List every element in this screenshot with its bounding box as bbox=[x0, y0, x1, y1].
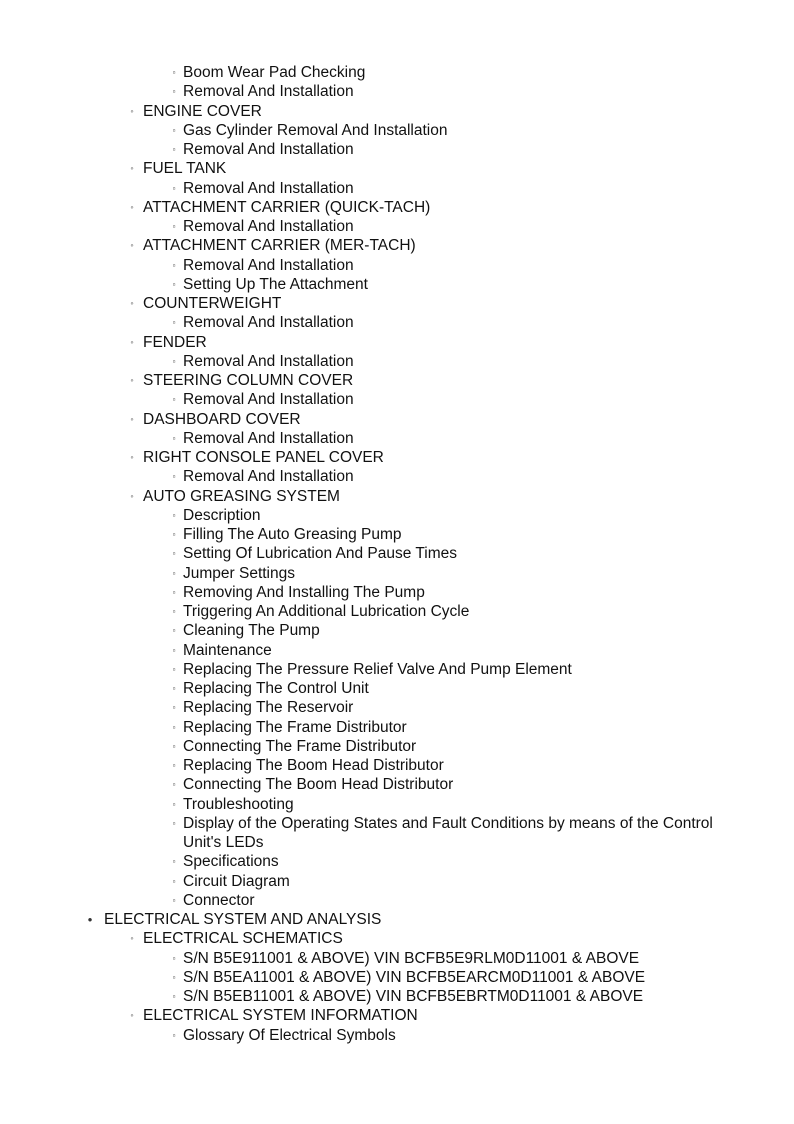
toc-entry-label: Setting Of Lubrication And Pause Times bbox=[183, 545, 457, 563]
toc-entry-label: Removal And Installation bbox=[183, 468, 354, 486]
toc-entry-level-2[interactable] bbox=[0, 1006, 794, 1025]
bullet-icon: ▫ bbox=[172, 857, 176, 867]
toc-entry-label: Removal And Installation bbox=[183, 256, 354, 274]
bullet-icon: ◦ bbox=[130, 240, 134, 251]
toc-entry-level-3[interactable] bbox=[0, 583, 794, 602]
toc-entry-level-3[interactable] bbox=[0, 621, 794, 640]
bullet-icon: ◦ bbox=[130, 298, 134, 308]
toc-entry-label: FENDER bbox=[143, 333, 207, 351]
bullet-icon: ▫ bbox=[172, 395, 176, 405]
toc-entry-label: Description bbox=[183, 506, 261, 524]
toc-entry-label: COUNTERWEIGHT bbox=[143, 295, 282, 312]
bullet-icon: ▫ bbox=[172, 125, 176, 135]
bullet-icon: ▫ bbox=[172, 587, 176, 597]
toc-entry-label: ELECTRICAL SCHEMATICS bbox=[143, 930, 343, 948]
toc-entry-level-2[interactable] bbox=[0, 448, 794, 467]
toc-entry-level-3[interactable] bbox=[0, 121, 794, 140]
toc-entry-level-2[interactable] bbox=[0, 236, 794, 255]
toc-entry-label: Maintenance bbox=[183, 641, 272, 659]
toc-entry-label: Circuit Diagram bbox=[183, 872, 290, 890]
toc-entry-label: Jumper Settings bbox=[183, 564, 295, 582]
bullet-icon: ▫ bbox=[172, 992, 176, 1001]
toc-entry-level-2[interactable] bbox=[0, 294, 794, 313]
toc-entry-level-3[interactable] bbox=[0, 756, 794, 775]
toc-entry-label: Gas Cylinder Removal And Installation bbox=[183, 121, 448, 139]
toc-entry-label: Replacing The Pressure Relief Valve And Pump Element bbox=[183, 660, 572, 678]
bullet-icon: ▫ bbox=[172, 703, 176, 713]
table-of-contents bbox=[0, 63, 794, 1045]
toc-entry-label: FUEL TANK bbox=[143, 160, 227, 178]
toc-entry-label: S/N B5E911001 & ABOVE) VIN BCFB5E9RLM0D11001 & ABOVE bbox=[183, 949, 640, 967]
toc-entry-level-3[interactable] bbox=[0, 313, 794, 332]
toc-entry-level-3[interactable] bbox=[0, 140, 794, 159]
bullet-icon: ▫ bbox=[172, 684, 176, 693]
toc-entry-label: Removal And Installation bbox=[183, 83, 354, 101]
toc-entry-level-3[interactable] bbox=[0, 737, 794, 756]
bullet-icon: ▫ bbox=[172, 761, 176, 770]
toc-entry-label: Connecting The Frame Distributor bbox=[183, 737, 417, 755]
toc-entry-label: Removal And Installation bbox=[183, 179, 354, 197]
toc-entry-label: Connecting The Boom Head Distributor bbox=[183, 776, 454, 794]
toc-entry-level-3[interactable] bbox=[0, 968, 794, 987]
bullet-icon: ▫ bbox=[172, 895, 176, 905]
toc-entry-level-3[interactable] bbox=[0, 564, 794, 583]
toc-entry-level-3[interactable] bbox=[0, 275, 794, 294]
toc-entry-label: Specifications bbox=[183, 853, 279, 871]
bullet-icon: ▫ bbox=[172, 68, 176, 77]
toc-entry-level-3[interactable] bbox=[0, 660, 794, 679]
toc-entry-label: Removal And Installation bbox=[183, 141, 354, 158]
toc-entry-level-3[interactable] bbox=[0, 544, 794, 563]
toc-entry-label: RIGHT CONSOLE PANEL COVER bbox=[143, 449, 384, 466]
toc-entry-level-2[interactable] bbox=[0, 159, 794, 178]
toc-entry-level-2[interactable] bbox=[0, 487, 794, 506]
toc-entry-label: S/N B5EB11001 & ABOVE) VIN BCFB5EBRTM0D11001 & ABOVE bbox=[183, 988, 644, 1005]
toc-entry-level-3[interactable] bbox=[0, 429, 794, 448]
toc-entry-level-3[interactable] bbox=[0, 63, 794, 82]
toc-entry-label: Triggering An Additional Lubrication Cycle bbox=[183, 603, 470, 620]
toc-entry-level-2[interactable] bbox=[0, 198, 794, 217]
toc-entry-level-1[interactable] bbox=[0, 910, 794, 929]
bullet-icon: ▫ bbox=[172, 183, 176, 193]
toc-entry-label: Filling The Auto Greasing Pump bbox=[183, 526, 402, 543]
bullet-icon: ▫ bbox=[172, 87, 176, 97]
toc-entry-label: AUTO GREASING SYSTEM bbox=[143, 487, 340, 505]
toc-entry-label: Replacing The Reservoir bbox=[183, 699, 354, 717]
toc-entry-level-3[interactable] bbox=[0, 987, 794, 1006]
toc-entry-level-2[interactable] bbox=[0, 333, 794, 352]
toc-entry-level-3[interactable] bbox=[0, 82, 794, 101]
toc-entry-level-3[interactable] bbox=[0, 872, 794, 891]
bullet-icon: ▫ bbox=[172, 876, 176, 886]
toc-entry-level-2[interactable] bbox=[0, 410, 794, 429]
bullet-icon: ▫ bbox=[172, 722, 176, 732]
bullet-icon: ▫ bbox=[172, 741, 176, 751]
toc-entry-label: Display of the Operating States and Fault Conditions by means of the Control Unit's LEDs bbox=[183, 814, 713, 851]
toc-entry-label: Boom Wear Pad Checking bbox=[183, 64, 366, 81]
bullet-icon: ▫ bbox=[172, 1030, 176, 1040]
toc-entry-level-3[interactable] bbox=[0, 256, 794, 275]
toc-entry-level-3[interactable] bbox=[0, 814, 794, 853]
toc-entry-level-3[interactable] bbox=[0, 1026, 794, 1045]
bullet-icon: ◦ bbox=[130, 201, 134, 212]
toc-entry-label: Removal And Installation bbox=[183, 218, 354, 235]
toc-entry-label: Replacing The Control Unit bbox=[183, 680, 369, 697]
toc-entry-label: Setting Up The Attachment bbox=[183, 275, 368, 293]
toc-entry-level-3[interactable] bbox=[0, 467, 794, 486]
bullet-icon: ◦ bbox=[130, 1010, 134, 1021]
bullet-icon: ▫ bbox=[172, 530, 176, 539]
bullet-icon: ▫ bbox=[172, 279, 176, 289]
bullet-icon: ▫ bbox=[172, 145, 176, 154]
bullet-icon: ▫ bbox=[172, 626, 176, 636]
bullet-icon: ▫ bbox=[172, 318, 176, 328]
bullet-icon: ▫ bbox=[172, 433, 176, 443]
bullet-icon: ◦ bbox=[130, 105, 134, 116]
toc-entry-level-3[interactable] bbox=[0, 641, 794, 660]
toc-entry-label: ATTACHMENT CARRIER (MER-TACH) bbox=[143, 237, 416, 255]
toc-entry-level-3[interactable] bbox=[0, 679, 794, 698]
bullet-icon: ▫ bbox=[172, 472, 176, 482]
toc-entry-level-2[interactable] bbox=[0, 102, 794, 121]
toc-entry-label: Connector bbox=[183, 891, 255, 909]
toc-entry-level-3[interactable] bbox=[0, 525, 794, 544]
bullet-icon: ◦ bbox=[130, 336, 134, 347]
bullet-icon: ◦ bbox=[130, 490, 134, 501]
bullet-icon: ◦ bbox=[130, 933, 134, 944]
toc-entry-label: ELECTRICAL SYSTEM INFORMATION bbox=[143, 1007, 418, 1025]
bullet-icon: ▫ bbox=[172, 549, 176, 559]
bullet-icon: ▫ bbox=[172, 568, 176, 578]
toc-entry-level-3[interactable] bbox=[0, 949, 794, 968]
bullet-icon: ▫ bbox=[172, 607, 176, 616]
bullet-icon: ▫ bbox=[172, 645, 176, 655]
bullet-icon: ▫ bbox=[172, 799, 176, 809]
toc-entry-label: ENGINE COVER bbox=[143, 102, 262, 120]
toc-entry-level-3[interactable] bbox=[0, 352, 794, 371]
bullet-icon: ▫ bbox=[172, 818, 176, 828]
toc-entry-label: Removal And Installation bbox=[183, 391, 354, 409]
bullet-icon: ◦ bbox=[130, 413, 134, 424]
toc-entry-level-3[interactable] bbox=[0, 852, 794, 871]
toc-entry-label: Glossary Of Electrical Symbols bbox=[183, 1026, 396, 1044]
toc-entry-level-3[interactable] bbox=[0, 795, 794, 814]
toc-entry-label: Replacing The Boom Head Distributor bbox=[183, 757, 444, 774]
toc-entry-label: Cleaning The Pump bbox=[183, 622, 320, 640]
toc-entry-level-3[interactable] bbox=[0, 698, 794, 717]
bullet-icon: ▫ bbox=[172, 972, 176, 982]
toc-entry-label: DASHBOARD COVER bbox=[143, 410, 301, 428]
toc-entry-label: S/N B5EA11001 & ABOVE) VIN BCFB5EARCM0D11001 & ABOVE bbox=[183, 968, 646, 986]
toc-entry-label: Removal And Installation bbox=[183, 352, 354, 370]
toc-entry-label: Replacing The Frame Distributor bbox=[183, 718, 407, 736]
bullet-icon: ▫ bbox=[172, 510, 176, 520]
toc-entry-level-3[interactable] bbox=[0, 217, 794, 236]
toc-entry-level-3[interactable] bbox=[0, 506, 794, 525]
toc-entry-level-3[interactable] bbox=[0, 891, 794, 910]
bullet-icon: ◦ bbox=[130, 375, 134, 385]
toc-entry-label: Removal And Installation bbox=[183, 314, 354, 332]
bullet-icon: ◦ bbox=[130, 452, 134, 462]
toc-entry-level-3[interactable] bbox=[0, 602, 794, 621]
toc-entry-level-2[interactable] bbox=[0, 371, 794, 390]
bullet-icon: ▫ bbox=[172, 356, 176, 366]
bullet-icon: ▫ bbox=[172, 953, 176, 963]
bullet-icon: ▫ bbox=[172, 664, 176, 674]
bullet-icon: ▫ bbox=[172, 780, 176, 790]
toc-entry-label: ATTACHMENT CARRIER (QUICK-TACH) bbox=[143, 198, 431, 216]
toc-entry-label: Troubleshooting bbox=[183, 795, 294, 813]
toc-entry-level-3[interactable] bbox=[0, 179, 794, 198]
toc-entry-label: ELECTRICAL SYSTEM AND ANALYSIS bbox=[104, 911, 382, 928]
toc-entry-level-3[interactable] bbox=[0, 390, 794, 409]
toc-entry-label: Removing And Installing The Pump bbox=[183, 583, 425, 601]
bullet-icon: • bbox=[87, 912, 93, 927]
toc-entry-label: STEERING COLUMN COVER bbox=[143, 372, 354, 389]
toc-entry-level-2[interactable] bbox=[0, 929, 794, 948]
bullet-icon: ▫ bbox=[172, 260, 176, 270]
toc-entry-label: Removal And Installation bbox=[183, 429, 354, 447]
bullet-icon: ▫ bbox=[172, 222, 176, 231]
bullet-icon: ◦ bbox=[130, 163, 134, 174]
toc-entry-level-3[interactable] bbox=[0, 718, 794, 737]
toc-entry-level-3[interactable] bbox=[0, 775, 794, 794]
